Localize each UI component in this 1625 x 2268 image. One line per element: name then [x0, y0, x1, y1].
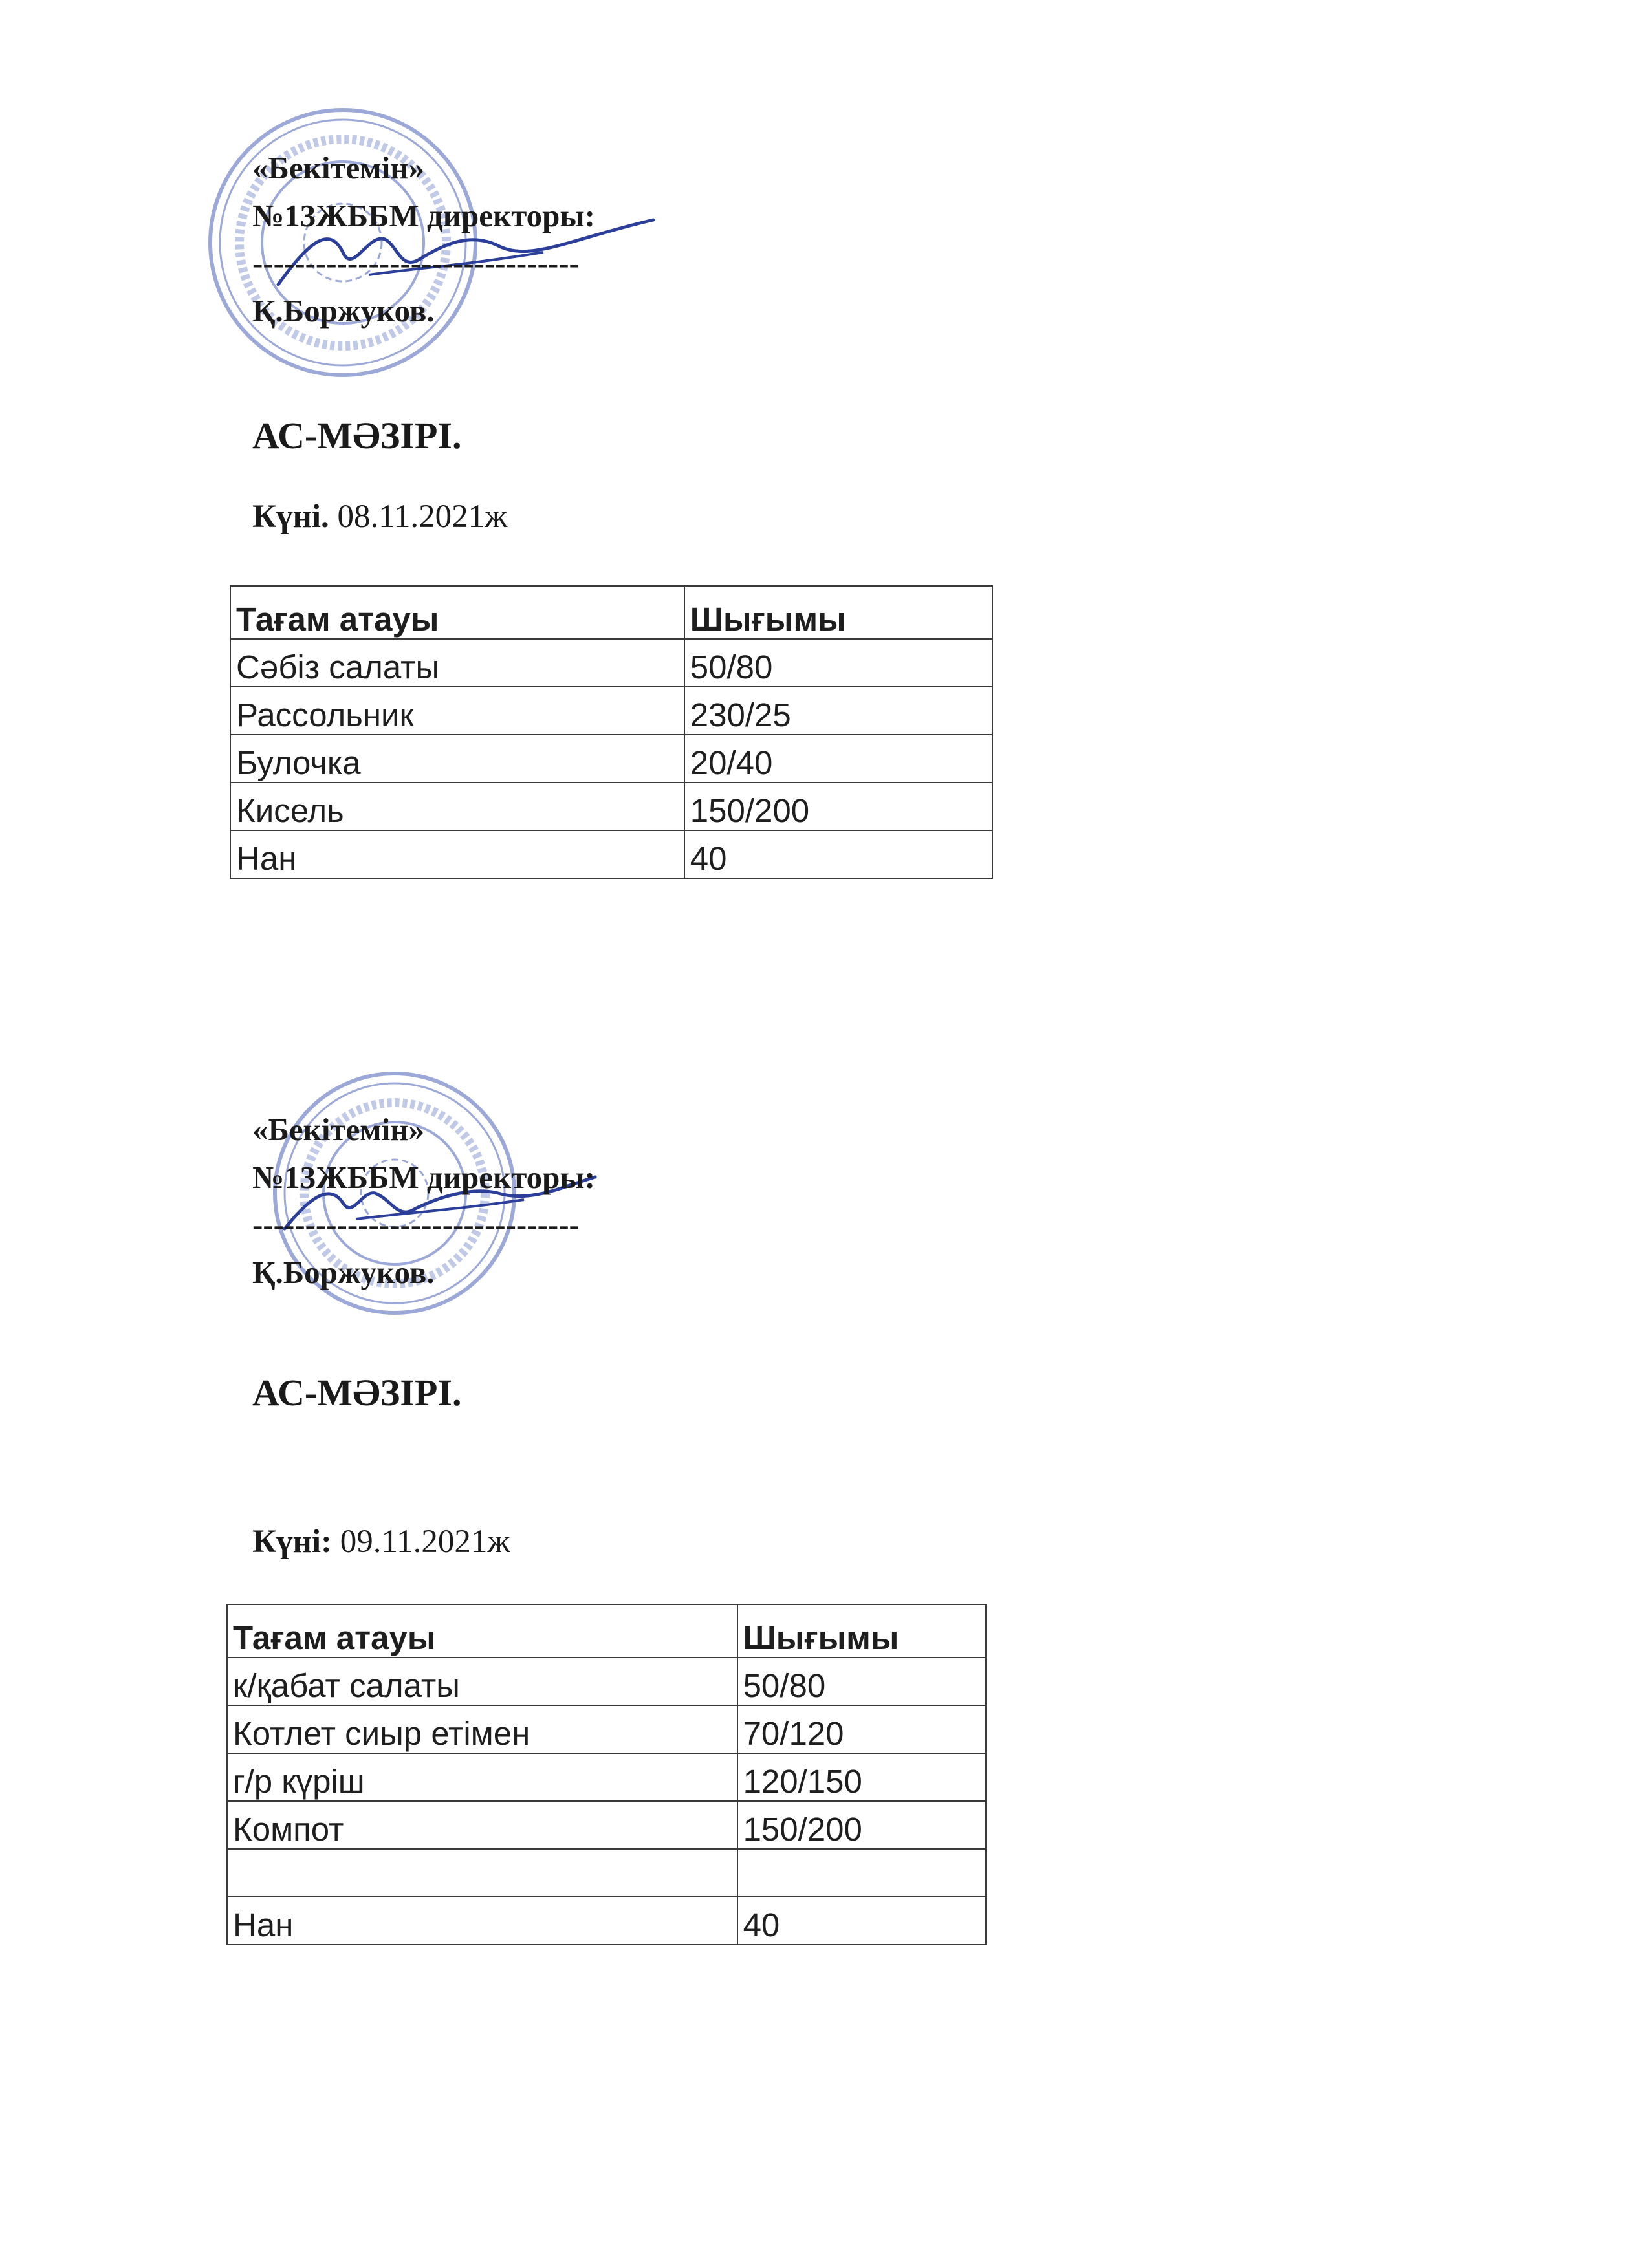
menu-table: [226, 1604, 987, 1945]
menu-date: [252, 498, 507, 535]
date-value: 09.11.2021ж: [332, 1524, 510, 1560]
dish-name: Компот: [227, 1801, 737, 1849]
table-row: [227, 1705, 986, 1753]
signature-line: -------------------------------: [252, 1207, 580, 1242]
dish-name: Рассольник: [230, 687, 684, 735]
table-row: [227, 1849, 986, 1897]
approval-position: №13ЖББМ директоры:: [252, 1159, 595, 1195]
portion-value: [737, 1849, 986, 1897]
portion-value: 150/200: [737, 1801, 986, 1849]
portion-value: 50/80: [684, 639, 992, 687]
dish-name: Нан: [230, 830, 684, 878]
dish-name: Булочка: [230, 735, 684, 783]
menu-title: АС-МӘЗІРІ.: [252, 1372, 462, 1414]
director-name: Қ.Боржуков.: [252, 292, 435, 329]
table-row: [227, 1753, 986, 1801]
portion-value: 20/40: [684, 735, 992, 783]
portion-value: 150/200: [684, 783, 992, 830]
signature-line: -------------------------------: [252, 245, 580, 281]
menu-title: АС-МӘЗІРІ.: [252, 415, 462, 457]
approval-heading: «Бекітемін»: [252, 150, 425, 186]
date-value: 08.11.2021ж: [329, 499, 508, 535]
table-row: [230, 783, 992, 830]
table-row: [227, 1658, 986, 1705]
table-header-row: [230, 586, 992, 639]
dish-name: г/р күріш: [227, 1753, 737, 1801]
table-row: [227, 1897, 986, 1945]
table-header-row: [227, 1604, 986, 1658]
portion-value: 40: [684, 830, 992, 878]
portion-value: 230/25: [684, 687, 992, 735]
date-label: Күні:: [252, 1524, 333, 1560]
approval-position: №13ЖББМ директоры:: [252, 197, 595, 233]
date-label: Күні.: [252, 499, 329, 535]
table-row: [230, 735, 992, 783]
table-row: [227, 1801, 986, 1849]
header-portion: Шығымы: [737, 1604, 986, 1658]
portion-value: 70/120: [737, 1705, 986, 1753]
header-dish-name: Тағам атауы: [227, 1604, 737, 1658]
portion-value: 120/150: [737, 1753, 986, 1801]
director-name: Қ.Боржуков.: [252, 1254, 435, 1290]
approval-block: [252, 144, 595, 334]
menu-date: [252, 1523, 510, 1561]
portion-value: 50/80: [737, 1658, 986, 1705]
menu-table: [230, 585, 993, 879]
portion-value: 40: [737, 1897, 986, 1945]
dish-name: Котлет сиыр етімен: [227, 1705, 737, 1753]
dish-name: к/қабат салаты: [227, 1658, 737, 1705]
dish-name: Нан: [227, 1897, 737, 1945]
dish-name: Кисель: [230, 783, 684, 830]
table-row: [230, 830, 992, 878]
header-dish-name: Тағам атауы: [230, 586, 684, 639]
table-row: [230, 639, 992, 687]
header-portion: Шығымы: [684, 586, 992, 639]
table-row: [230, 687, 992, 735]
approval-heading: «Бекітемін»: [252, 1112, 425, 1147]
dish-name: [227, 1849, 737, 1897]
dish-name: Сәбіз салаты: [230, 639, 684, 687]
approval-block: [252, 1106, 595, 1296]
